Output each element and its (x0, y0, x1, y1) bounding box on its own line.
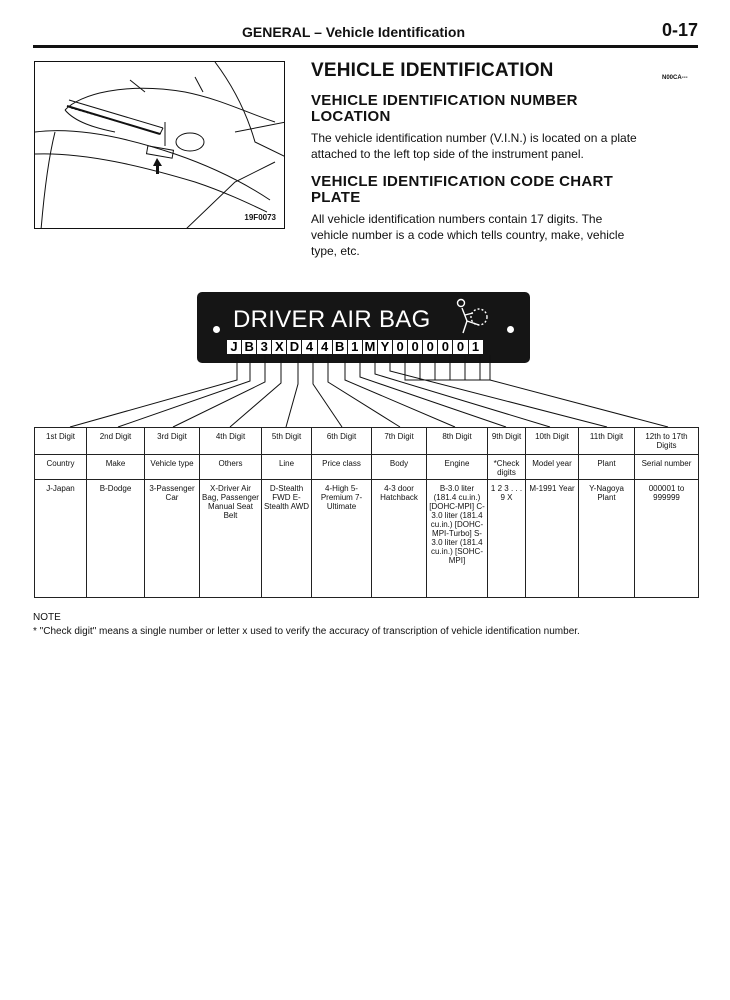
vin-char: 0 (423, 340, 438, 354)
digit-value-cell: B-Dodge (87, 480, 145, 598)
page-number: 0-17 (661, 20, 698, 40)
vin-char: 0 (453, 340, 468, 354)
vin-char: 0 (393, 340, 408, 354)
digit-position-cell: 1st Digit (35, 428, 87, 455)
digit-meaning-cell: Engine (427, 455, 488, 480)
subheading-line: VEHICLE IDENTIFICATION NUMBER (311, 92, 578, 109)
vin-char: B (242, 340, 257, 354)
digit-value-cell: 4-High 5-Premium 7-Ultimate (312, 480, 372, 598)
digit-position-cell: 9th Digit (488, 428, 526, 455)
digit-value-cell: X-Driver Air Bag, Passenger Manual Seat Belt (200, 480, 262, 598)
digit-meaning-cell: Model year (526, 455, 579, 480)
digit-position-cell: 3rd Digit (145, 428, 200, 455)
digit-meaning-cell: Serial number (635, 455, 699, 480)
digit-position-cell: 10th Digit (526, 428, 579, 455)
digit-value-cell: J-Japan (35, 480, 87, 598)
digit-meaning-cell: Line (262, 455, 312, 480)
digit-value-cell: M-1991 Year (526, 480, 579, 598)
vin-char: X (272, 340, 287, 354)
digit-position-cell: 4th Digit (200, 428, 262, 455)
vin-char: 4 (318, 340, 333, 354)
vin-char: 4 (302, 340, 317, 354)
digit-meaning-cell: Country (35, 455, 87, 480)
digit-position-cell: 11th Digit (579, 428, 635, 455)
plate-title: DRIVER AIR BAG (233, 306, 431, 333)
vin-char: 0 (438, 340, 453, 354)
table-row (35, 428, 699, 455)
vin-char: Y (378, 340, 393, 354)
digit-position-cell: 5th Digit (262, 428, 312, 455)
note-text: * "Check digit" means a single number or letter x used to verify the accuracy of transcription of vehicle identification number. (33, 626, 580, 637)
vin-code-table (34, 427, 699, 598)
vin-char: M (363, 340, 378, 354)
subheading-line: PLATE (311, 189, 361, 206)
digit-position-cell: 7th Digit (372, 428, 427, 455)
paragraph-line: All vehicle identification numbers contain 17 digits. The (311, 212, 603, 226)
paragraph-line: attached to the left top side of the instrument panel. (311, 147, 584, 161)
digit-value-cell: 1 2 3 . . . 9 X (488, 480, 526, 598)
vin-char: 1 (469, 340, 484, 354)
digit-position-cell: 8th Digit (427, 428, 488, 455)
digit-meaning-cell: *Check digits (488, 455, 526, 480)
digit-value-cell: 4-3 door Hatchback (372, 480, 427, 598)
paragraph-line: vehicle number is a code which tells country, make, vehicle (311, 228, 625, 242)
vin-char: 3 (257, 340, 272, 354)
digit-value-cell: B-3.0 liter (181.4 cu.in.) [DOHC-MPI] C-3.0 liter (181.4 cu.in.) [DOHC-MPI-Turbo] S-3.0 liter (181.4 cu.in.) [SOHC-MPI] (427, 480, 488, 598)
digit-meaning-cell: Price class (312, 455, 372, 480)
section-title: VEHICLE IDENTIFICATION (311, 60, 554, 81)
digit-position-cell: 6th Digit (312, 428, 372, 455)
vin-char: 0 (408, 340, 423, 354)
table-row (35, 480, 699, 598)
table-row (35, 455, 699, 480)
figure-code: 19F0073 (244, 213, 276, 222)
digit-meaning-cell: Others (200, 455, 262, 480)
digit-value-cell: Y-Nagoya Plant (579, 480, 635, 598)
page-header-title: GENERAL – Vehicle Identification (242, 24, 466, 40)
paragraph-line: type, etc. (311, 244, 360, 258)
digit-meaning-cell: Body (372, 455, 427, 480)
digit-position-cell: 12th to 17th Digits (635, 428, 699, 455)
vin-connector-lines (0, 0, 730, 440)
paragraph-line: The vehicle identification number (V.I.N.) is located on a plate (311, 131, 637, 145)
subheading-line: LOCATION (311, 108, 391, 125)
section-code: N00CA--- (662, 75, 688, 81)
vin-char: D (287, 340, 302, 354)
digit-value-cell: D-Stealth FWD E-Stealth AWD (262, 480, 312, 598)
digit-position-cell: 2nd Digit (87, 428, 145, 455)
note-label: NOTE (33, 612, 61, 623)
subheading-line: VEHICLE IDENTIFICATION CODE CHART (311, 173, 614, 190)
vin-char: 1 (348, 340, 363, 354)
digit-meaning-cell: Vehicle type (145, 455, 200, 480)
vin-char: B (333, 340, 348, 354)
digit-meaning-cell: Make (87, 455, 145, 480)
digit-meaning-cell: Plant (579, 455, 635, 480)
digit-value-cell: 000001 to 999999 (635, 480, 699, 598)
digit-value-cell: 3-Passenger Car (145, 480, 200, 598)
vin-char: J (227, 340, 242, 354)
